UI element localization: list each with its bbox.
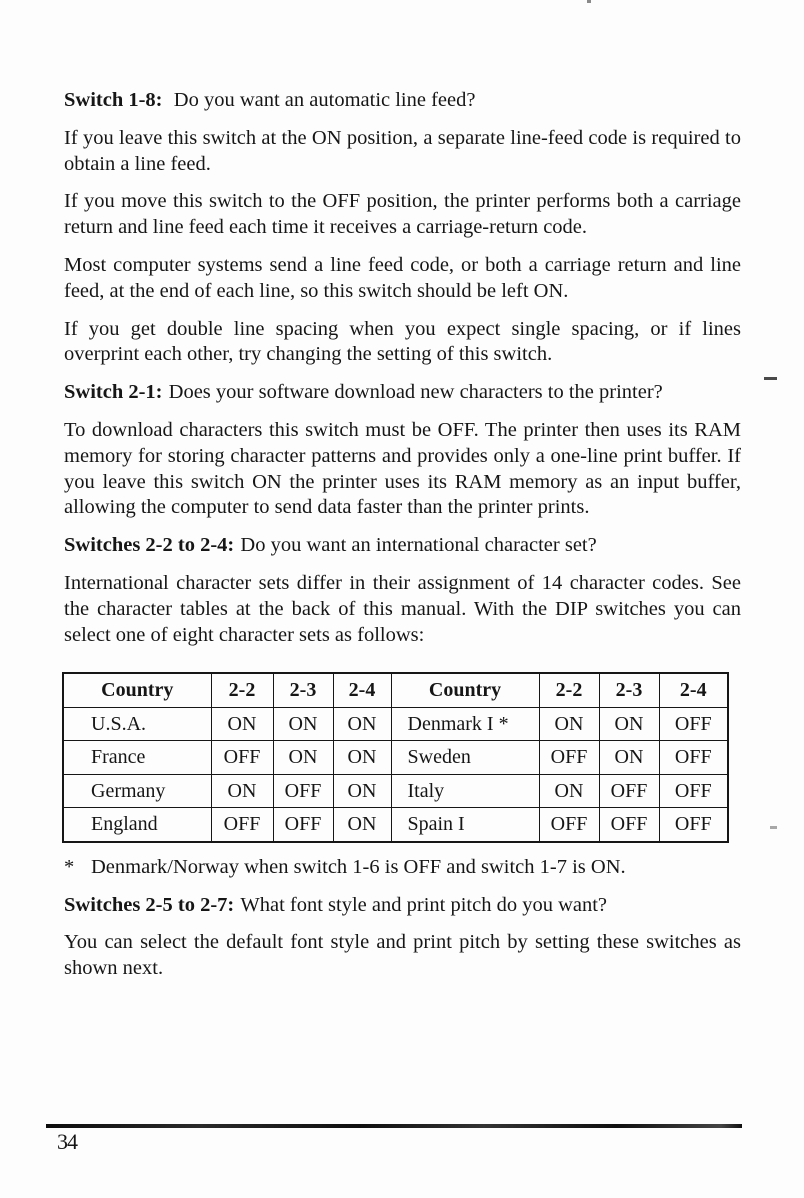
table-header-cell: 2-4: [333, 673, 391, 707]
page-number: 34: [57, 1129, 77, 1154]
paragraph-line-feed-off: If you move this switch to the OFF position, the printer performs both a carriage return and line feed each time it receives a carriage-return code.: [64, 190, 741, 239]
table-cell-switch: ON: [333, 808, 391, 842]
table-cell-switch: ON: [211, 774, 273, 808]
table-cell-switch: OFF: [659, 774, 728, 808]
paragraph-most-systems: Most computer systems send a line feed code, or both a carriage return and line feed, at the end of each line, so this switch should be left ON.: [64, 253, 741, 302]
table-cell-country: Sweden: [391, 741, 539, 775]
table-header-cell: 2-4: [659, 673, 728, 707]
table-cell-switch: ON: [333, 707, 391, 741]
table-cell-switch: OFF: [273, 774, 333, 808]
table-cell-switch: ON: [599, 741, 659, 775]
footer-rule: [46, 1124, 742, 1128]
table-cell-country: Spain I: [391, 808, 539, 842]
switch-label: Switch 2-1:: [64, 381, 163, 404]
paragraph-double-spacing: If you get double line spacing when you expect single spacing, or if lines overprint each other, try changing the setting of this switch.: [64, 317, 741, 366]
table-cell-country: England: [63, 808, 211, 842]
paragraph-international-sets: International character sets differ in their assignment of 14 character codes. See the character tables at the back of this manual. With the DIP switches you can select one of eight character sets as follows:: [64, 571, 741, 646]
table-header-cell: Country: [63, 673, 211, 707]
table-cell-switch: OFF: [211, 808, 273, 842]
table-cell-switch: OFF: [211, 741, 273, 775]
section-heading-switches-2-5-to-2-7: [64, 893, 741, 919]
scan-artifact-dash: [770, 826, 777, 829]
paragraph-line-feed-on: If you leave this switch at the ON position, a separate line-feed code is required to obtain a line feed.: [64, 126, 741, 175]
table-cell-switch: ON: [539, 707, 599, 741]
section-heading-switches-2-2-to-2-4: [64, 533, 741, 559]
switch-question: What font style and print pitch do you want?: [240, 893, 608, 916]
table-cell-switch: ON: [599, 707, 659, 741]
footnote-text: Denmark/Norway when switch 1-6 is OFF and switch 1-7 is ON.: [91, 855, 626, 878]
table-cell-switch: OFF: [273, 808, 333, 842]
table-header-cell: 2-2: [211, 673, 273, 707]
paragraph-download-characters: To download characters this switch must be OFF. The printer then uses its RAM memory for storing character patterns and provides only a one-line print buffer. If you leave this switch ON the printer uses its RAM memory as an input buffer, allowing the computer to send data faster than the printer prints.: [64, 418, 741, 519]
table-cell-country: France: [63, 741, 211, 775]
table-cell-switch: ON: [539, 774, 599, 808]
table-cell-switch: OFF: [599, 774, 659, 808]
footnote-asterisk: *: [64, 855, 75, 878]
table-cell-country: Italy: [391, 774, 539, 808]
table-cell-switch: OFF: [539, 741, 599, 775]
switch-question: Do you want an automatic line feed?: [173, 89, 476, 111]
table-cell-switch: OFF: [659, 808, 728, 842]
section-heading-switch-2-1: [64, 380, 741, 406]
character-set-table: [62, 672, 729, 843]
switch-question: Do you want an international character set?: [240, 534, 597, 557]
table-header-cell: 2-2: [539, 673, 599, 707]
page-content: [64, 88, 741, 994]
table-cell-switch: OFF: [659, 741, 728, 775]
paragraph-default-font: You can select the default font style and print pitch by setting these switches as shown next.: [64, 931, 741, 980]
table-header-cell: 2-3: [599, 673, 659, 707]
table-cell-country: Germany: [63, 774, 211, 808]
table-header-row: [63, 673, 728, 707]
table-cell-country: Denmark I *: [391, 707, 539, 741]
table-footnote: [64, 855, 741, 881]
scan-artifact-speck: [587, 0, 591, 3]
table-cell-switch: OFF: [599, 808, 659, 842]
switch-label: Switch 1-8:: [64, 89, 163, 111]
table-cell-switch: OFF: [659, 707, 728, 741]
table-cell-switch: ON: [211, 707, 273, 741]
table-cell-country: U.S.A.: [63, 707, 211, 741]
table-row: [63, 741, 728, 775]
table-row: [63, 707, 728, 741]
table-cell-switch: ON: [333, 741, 391, 775]
table-cell-switch: ON: [273, 741, 333, 775]
scan-artifact-dash: [764, 377, 777, 380]
switch-question: Does your software download new characters to the printer?: [168, 381, 663, 404]
table-header-cell: 2-3: [273, 673, 333, 707]
table-cell-switch: ON: [333, 774, 391, 808]
switch-label: Switches 2-5 to 2-7:: [64, 893, 235, 916]
section-heading-switch-1-8: [64, 88, 741, 114]
switch-label: Switches 2-2 to 2-4:: [64, 534, 235, 557]
table-row: [63, 808, 728, 842]
table-header-cell: Country: [391, 673, 539, 707]
table-cell-switch: ON: [273, 707, 333, 741]
table-row: [63, 774, 728, 808]
table-cell-switch: OFF: [539, 808, 599, 842]
